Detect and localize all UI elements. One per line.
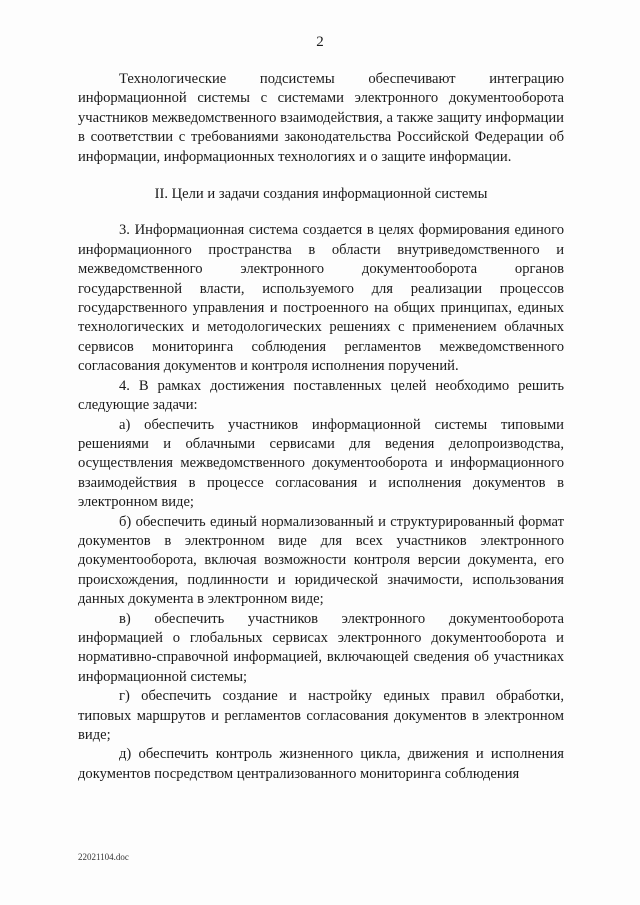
list-item-d: д) обеспечить контроль жизненного цикла, движения и исполнения документов посредством централизованного мониторинга соблюдения — [78, 746, 564, 782]
page-number: 2 — [316, 34, 324, 50]
list-item-b: б) обеспечить единый нормализованный и структурированный формат документов в электронном виде для всех участников электронного документооборота, включая возможности контроля версии документа, его происхождения, подлинности и юридической значимости, использования данных документа в электронном виде; — [78, 513, 564, 608]
paragraph-intro: Технологические подсистемы обеспечивают интеграцию информационной системы с системами электронного документооборота участников межведомственного взаимодействия, а также защиту информации в соответствии с требованиями законодательства Российской Федерации об информации, информационных технологиях и о защите информации. — [78, 71, 564, 165]
paragraph-3: 3. Информационная система создается в целях формирования единого информационного пространства в области внутриведомственного и межведомственного электронного документооборота органов государственной власти, используемого для реализации процессов государственного управления и построенного на общих принципах, единых технологических и методологических решениях с применением облачных сервисов мониторинга соблюдения регламентов межведомственного согласования документов и контроля исполнения поручений. — [78, 222, 564, 375]
paragraph-4: 4. В рамках достижения поставленных целей необходимо решить следующие задачи: — [78, 377, 564, 414]
document-body — [78, 70, 564, 784]
list-item-v: в) обеспечить участников электронного документооборота информацией о глобальных сервисах электронного документооборота и нормативно-справочной информацией, включающей сведения об участниках информационной системы; — [78, 610, 564, 685]
list-item-a: а) обеспечить участников информационной системы типовыми решениями и облачными сервисами для ведения делопроизводства, осуществления межведомственного документооборота и информационного взаимодействия в процессе согласования и исполнения документов в электронном виде; — [78, 416, 564, 511]
list-item-g: г) обеспечить создание и настройку единых правил обработки, типовых маршрутов и регламентов согласования документов в электронном виде; — [78, 688, 564, 743]
section-heading: II. Цели и задачи создания информационной системы — [154, 186, 488, 203]
footer-filename: 22021104.doc — [78, 852, 129, 862]
